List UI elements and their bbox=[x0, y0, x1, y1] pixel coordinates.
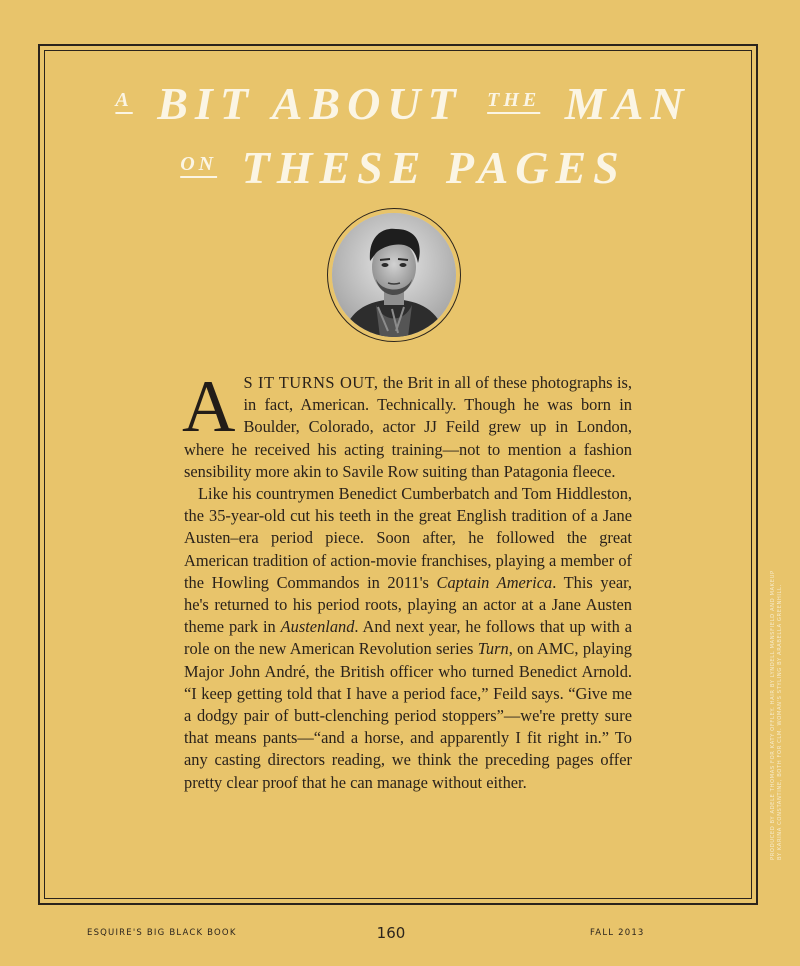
paragraph-2-text-b: . This year, he's returned to his period roots, playing an actor at a Jane Austen theme park in bbox=[184, 572, 633, 637]
article-paragraph-2 bbox=[184, 483, 632, 794]
footer-issue: FALL 2013 bbox=[590, 928, 645, 938]
headline-word-on: ON bbox=[180, 153, 218, 175]
paragraph-1-text: the Brit in all of these photographs is, in fact, American. Technically. Though he was born in Boulder, Colorado, actor JJ Feild grew up in London, where he received his acting training—not to mention a fashion sensibility more akin to Savile Row suiting than Patagonia fleece. bbox=[184, 373, 632, 481]
photo-credit bbox=[770, 480, 784, 860]
headline-line-1 bbox=[60, 70, 740, 134]
portrait-photo bbox=[332, 213, 456, 337]
headline-line-2 bbox=[60, 134, 740, 198]
paragraph-2-text-c: . And next year, he follows that up with a role on the new American Revolution series bbox=[184, 617, 632, 659]
headline-word-the: THE bbox=[487, 89, 541, 111]
page-number: 160 bbox=[376, 924, 406, 942]
title-turn: Turn bbox=[477, 639, 509, 659]
credit-line-1: PRODUCED BY ADELE THOMAS FOR KATY OFFLEY. HAIR BY LYNDELL MANSFIELD AND MAKEUP bbox=[770, 570, 776, 860]
portrait-illustration bbox=[332, 213, 456, 337]
headline-word-a: A bbox=[115, 89, 133, 111]
headline-bit-about: BIT ABOUT bbox=[157, 78, 463, 129]
headline bbox=[60, 70, 740, 198]
footer-publication: ESQUIRE'S BIG BLACK BOOK bbox=[87, 928, 237, 938]
credit-text bbox=[770, 480, 784, 860]
article-body bbox=[182, 366, 633, 794]
title-captain-america: Captain America bbox=[436, 572, 553, 592]
paragraph-2-text-d: , on AMC, playing Major John André, the British officer who turned Benedict Arnold. “I keep getting told that I have a period face,” Feild says. “Give me a dodgy pair of butt-clenching period stoppers”—we're pretty sure that means pants—“and a horse, and apparently I fit right in.” To any casting directors reading, we think the preceding pages offer pretty clear proof that he can manage without either. bbox=[184, 639, 632, 792]
credit-line-2: BY KARINA CONSTANTINE, BOTH FOR CLM. WOMAN'S STYLING BY ARABELLA GREENHILL. bbox=[777, 584, 783, 860]
lead-in-caps: S IT TURNS OUT, bbox=[243, 373, 379, 392]
title-austenland: Austenland bbox=[280, 617, 355, 637]
paragraph-2-text-a: Like his countrymen Benedict Cumberbatch and Tom Hiddleston, the 35-year-old cut his teeth in the great English tradition of a Jane Austen–era period piece. Soon after, he followed the great American tradition of action-movie franchises, playing a member of the Howling Commandos in 2011's bbox=[184, 484, 632, 592]
article-paragraph-1 bbox=[182, 366, 632, 483]
headline-man: MAN bbox=[564, 78, 691, 129]
drop-cap: A bbox=[182, 366, 236, 448]
headline-these-pages: THESE PAGES bbox=[241, 142, 626, 193]
